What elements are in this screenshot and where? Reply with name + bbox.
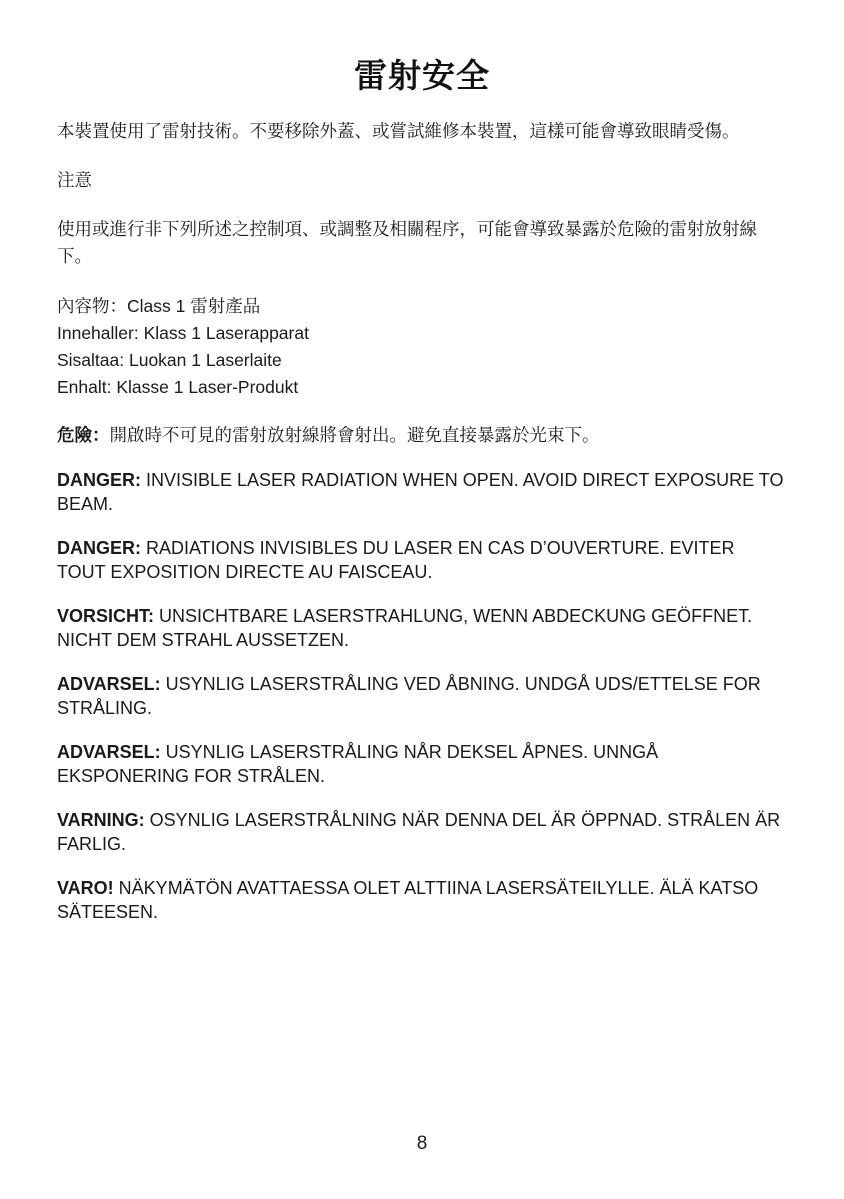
warning-label: VORSICHT: [57, 606, 155, 626]
contents-line-zh: 內容物：Class 1 雷射產品 [57, 296, 261, 316]
warning-fr [57, 536, 787, 584]
caution-paragraph: 使用或進行非下列所述之控制項、或調整及相關程序，可能會導致暴露於危險的雷射放射線下。 [57, 220, 757, 267]
contents-line-sv: Innehaller: Klass 1 Laserapparat [57, 323, 309, 343]
warning-de [57, 604, 787, 652]
warning-text: USYNLIG LASERSTRÅLING VED ÅBNING. UNDGÅ UDS/ETTELSE FOR STRÅLING. [57, 674, 761, 718]
warning-text: INVISIBLE LASER RADIATION WHEN OPEN. AVOID DIRECT EXPOSURE TO BEAM. [57, 470, 784, 514]
warning-text: USYNLIG LASERSTRÅLING NÅR DEKSEL ÅPNES. UNNGÅ EKSPONERING FOR STRÅLEN. [57, 742, 659, 786]
warning-label: DANGER: [57, 470, 141, 490]
warning-fi [57, 876, 787, 924]
warning-label: VARO! [57, 878, 114, 898]
warning-text: RADIATIONS INVISIBLES DU LASER EN CAS D’OUVERTURE. EVITER TOUT EXPOSITION DIRECTE AU FAISCEAU. [57, 538, 735, 582]
danger-zh-label: 危險： [57, 426, 110, 446]
warning-label: DANGER: [57, 538, 141, 558]
warning-text: OSYNLIG LASERSTRÅLNING NÄR DENNA DEL ÄR ÖPPNAD. STRÅLEN ÄR FARLIG. [57, 810, 781, 854]
warning-sv [57, 808, 787, 856]
page-title: 雷射安全 [354, 56, 490, 95]
warning-no [57, 740, 787, 788]
warning-label: VARNING: [57, 810, 145, 830]
danger-zh-text: 開啟時不可見的雷射放射線將會射出。避免直接暴露於光束下。 [109, 426, 600, 446]
danger-zh-paragraph [57, 423, 787, 450]
warning-label: ADVARSEL: [57, 742, 161, 762]
document-page [57, 50, 787, 944]
warning-text: NÄKYMÄTÖN AVATTAESSA OLET ALTTIINA LASERSÄTEILYLLE. ÄLÄ KATSO SÄTEESEN. [57, 878, 759, 922]
page-number: 8 [416, 1133, 428, 1154]
warning-da [57, 672, 787, 720]
contents-line-de: Enhalt: Klasse 1 Laser-Produkt [57, 377, 299, 397]
contents-line-fi: Sisaltaa: Luokan 1 Laserlaite [57, 350, 282, 370]
caution-label: 注意 [57, 171, 92, 191]
warning-en [57, 468, 787, 516]
contents-block [57, 293, 787, 401]
warning-label: ADVARSEL: [57, 674, 161, 694]
warning-text: UNSICHTBARE LASERSTRAHLUNG, WENN ABDECKUNG GEÖFFNET. NICHT DEM STRAHL AUSSETZEN. [57, 606, 753, 650]
intro-paragraph: 本裝置使用了雷射技術。不要移除外蓋、或嘗試維修本裝置，這樣可能會導致眼睛受傷。 [57, 122, 740, 142]
